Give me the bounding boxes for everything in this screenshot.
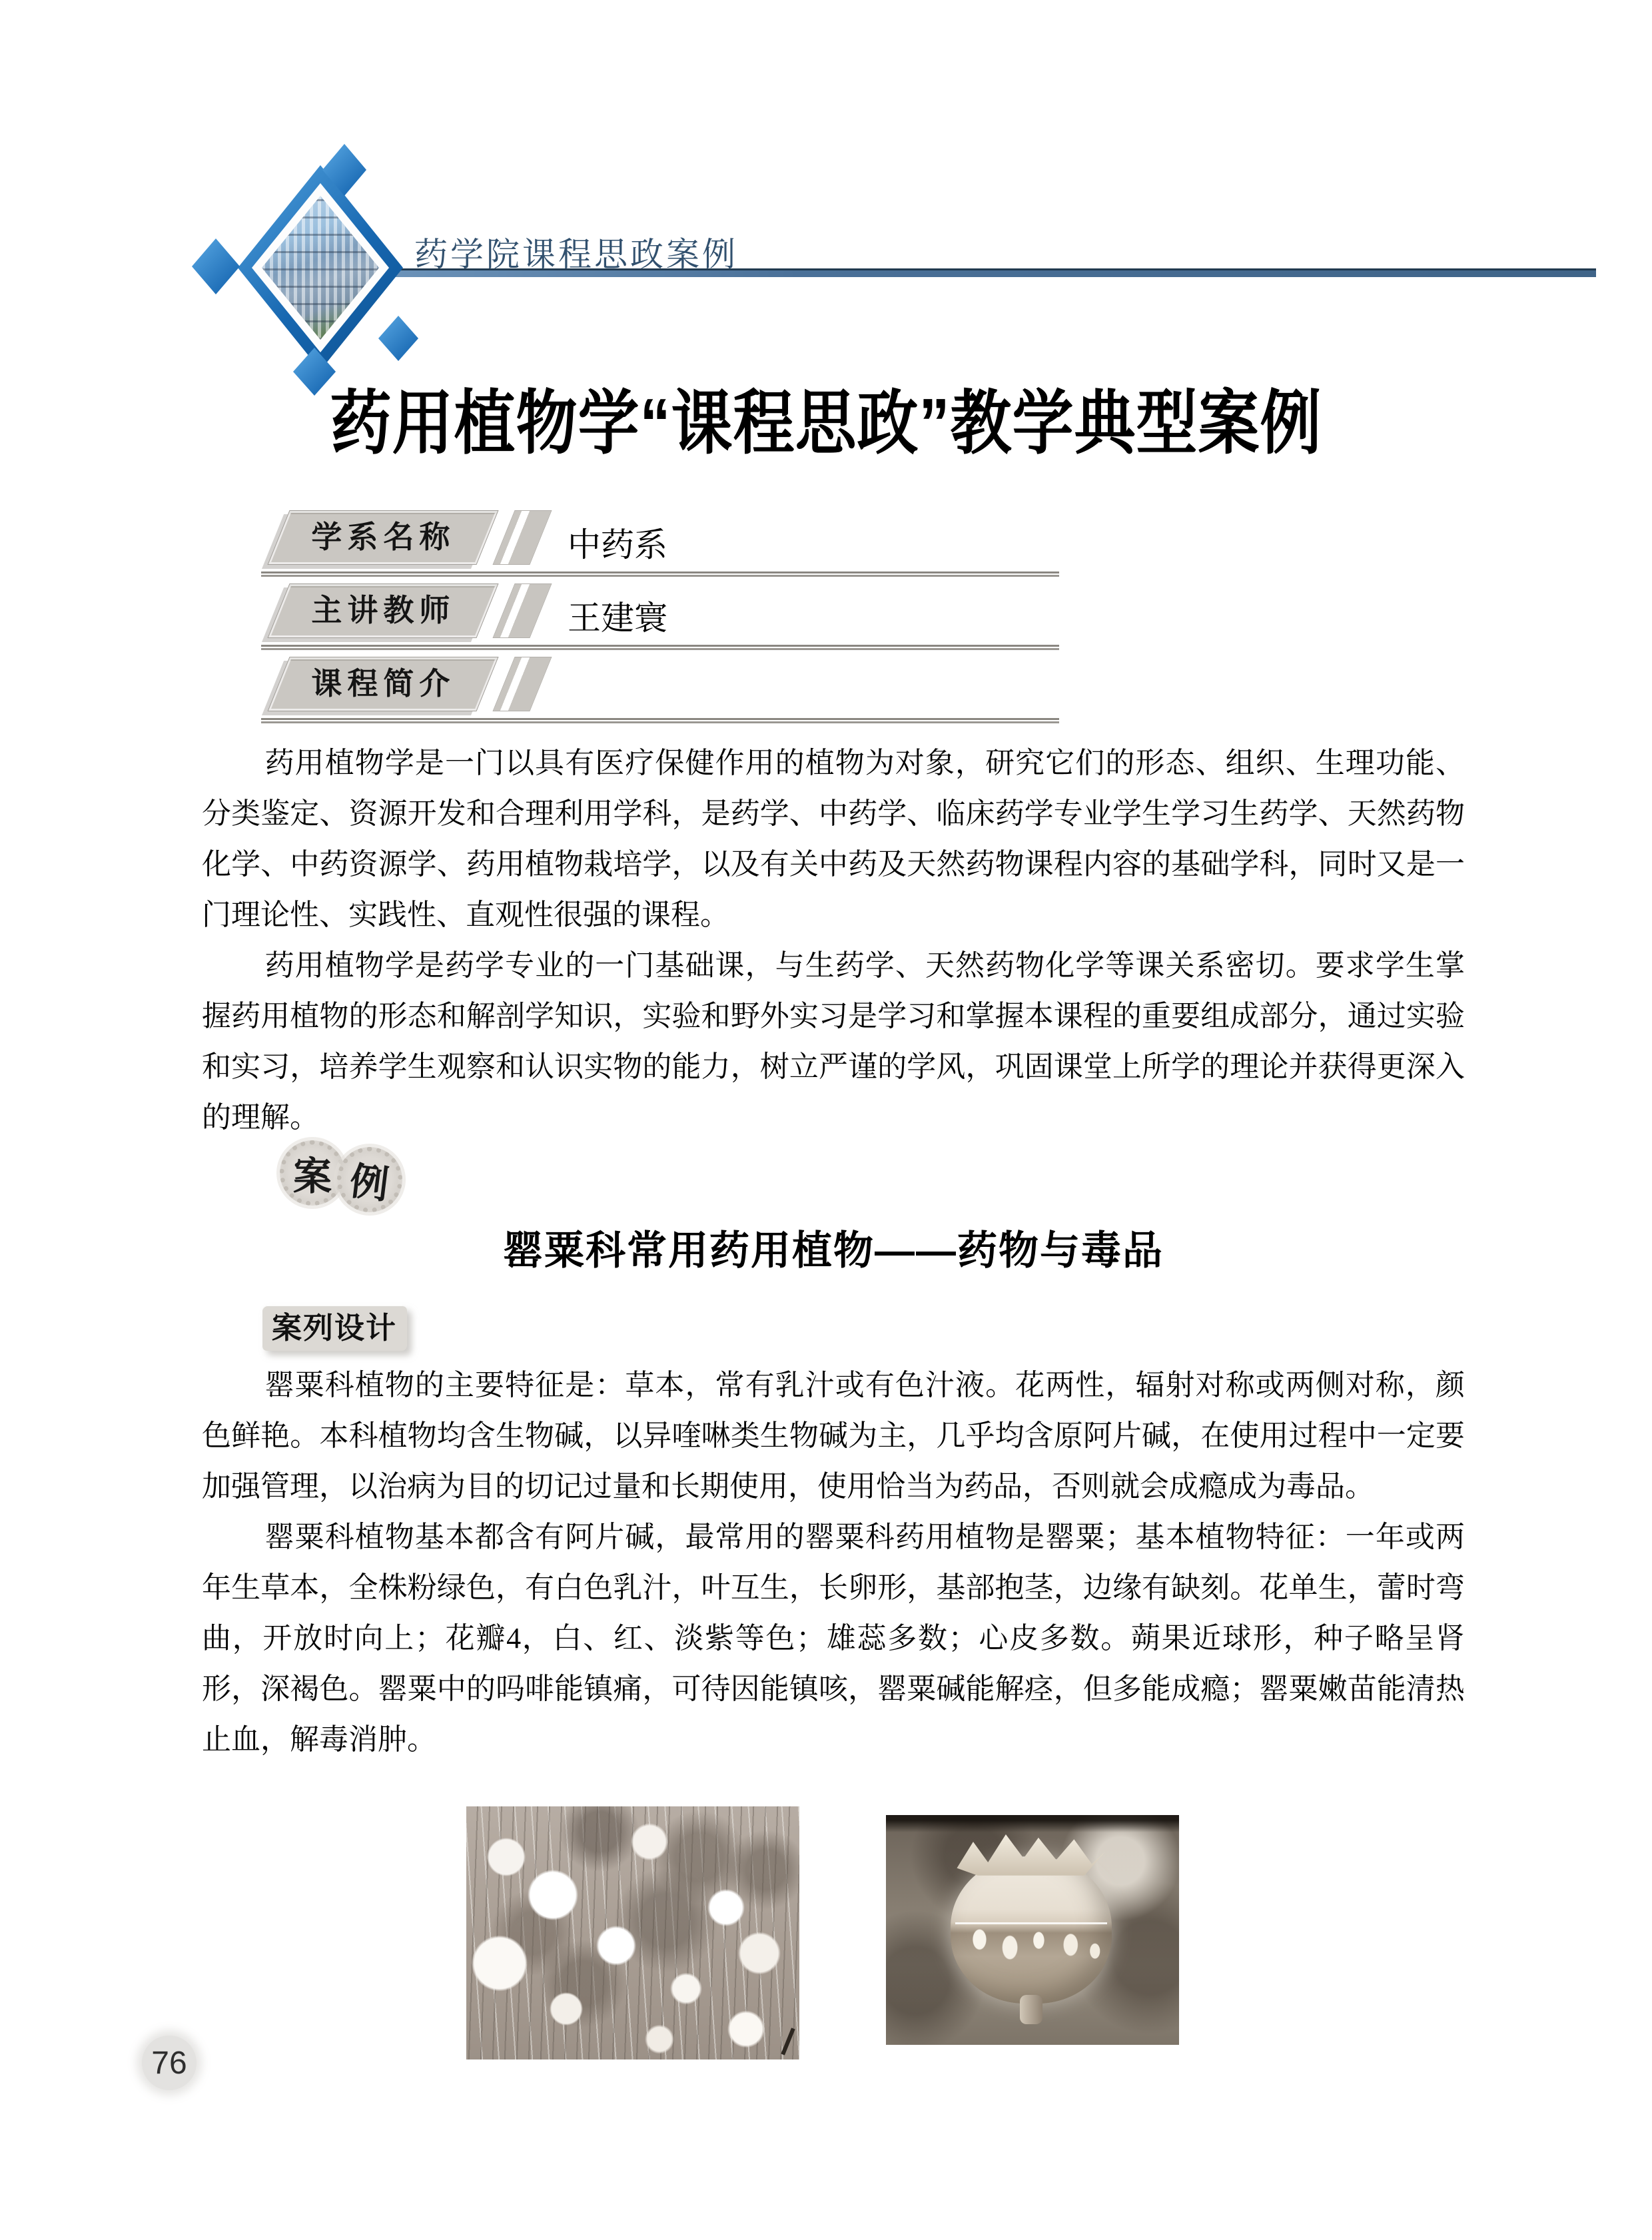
case-stamp-icon [337,1147,402,1212]
case-stamp-char-2: 例 [347,1159,392,1208]
header-banner-text: 药学院课程思政案例 [414,236,738,273]
case-title: 罂粟科常用药用植物——药物与毒品 [503,1228,1164,1273]
field-label-teacher [267,583,498,638]
photo-signature-mark [781,2028,795,2055]
field-slash-decoration [492,583,552,638]
field-underline [261,718,1059,723]
intro-paragraph-2: 药用植物学是药学专业的一门基础课，与生药学、天然药物化学等课关系密切。要求学生掌握药用植物的形态和解剖学知识，实验和野外实习是学习和掌握本课程的重要组成部分，通过实验和实习，培养学生观察和认识实物的能力，树立严谨的学风，巩固课堂上所学的理论并获得更深入的理解。 [202,949,1465,1134]
case-stamp-icon [280,1140,345,1206]
logo-small-diamond-right [378,316,418,361]
field-label-department [267,510,498,565]
design-section-badge: 案列设计 [262,1306,407,1351]
design-paragraph-2: 罂粟科植物基本都含有阿片碱，最常用的罂粟科药用植物是罂粟；基本植物特征：一年或两年生草本，全株粉绿色，有白色乳汁，叶互生，长卵形，基部抱茎，边缘有缺刻。花单生，蕾时弯曲，开放时向上；花瓣4，白、红、淡紫等色；雄蕊多数；心皮多数。蒴果近球形，种子略呈肾形，深褐色。罂粟中的吗啡能镇痛，可待因能镇咳，罂粟碱能解痉，但多能成瘾；罂粟嫩苗能清热止血，解毒消肿。 [202,1521,1465,1756]
field-label-teacher-text: 主讲教师 [311,593,456,627]
page-title-text: 药用植物学“课程思政”教学典型案例 [330,385,1322,463]
field-label-department-text: 学系名称 [311,520,456,554]
design-paragraph-1: 罂粟科植物的主要特征是：草本，常有乳汁或有色汁液。花两性，辐射对称或两侧对称，颜色鲜艳。本科植物均含生物碱，以异喹啉类生物碱为主，几乎均含原阿片碱，在使用过程中一定要加强管理，以治病为目的切记过量和长期使用，使用恰当为药品，否则就会成瘾成为毒品。 [202,1369,1465,1503]
field-value-department: 中药系 [568,526,667,563]
field-value-teacher: 王建寰 [568,599,667,637]
field-underline [261,645,1059,650]
field-underline [261,571,1059,577]
poppy-capsule-shape [951,1856,1112,2004]
field-label-course-intro [267,657,498,711]
intro-paragraph-1: 药用植物学是一门以具有医疗保健作用的植物为对象，研究它们的形态、组织、生理功能、分类鉴定、资源开发和合理利用学科，是药学、中药学、临床药学专业学生学习生药学、天然药物化学、中药资源学、药用植物栽培学，以及有关中药及天然药物课程内容的基础学科，同时又是一门理论性、实践性、直观性很强的课程。 [202,747,1465,931]
poppy-capsule-photo [886,1815,1179,2045]
field-slash-decoration [492,657,552,711]
pharmacy-school-logo-icon [181,127,441,403]
field-slash-decoration [492,510,552,565]
capsule-latex-drops [955,1922,1106,1968]
case-stamp-char-1: 案 [292,1155,332,1198]
capsule-stem-shape [1020,1995,1042,2024]
logo-small-diamond-left [192,238,240,294]
poppy-field-photo [466,1806,799,2059]
field-label-course-intro-text: 课程简介 [311,666,456,701]
capsule-crown-shape [957,1834,1105,1876]
page-number: 76 [142,2036,197,2090]
